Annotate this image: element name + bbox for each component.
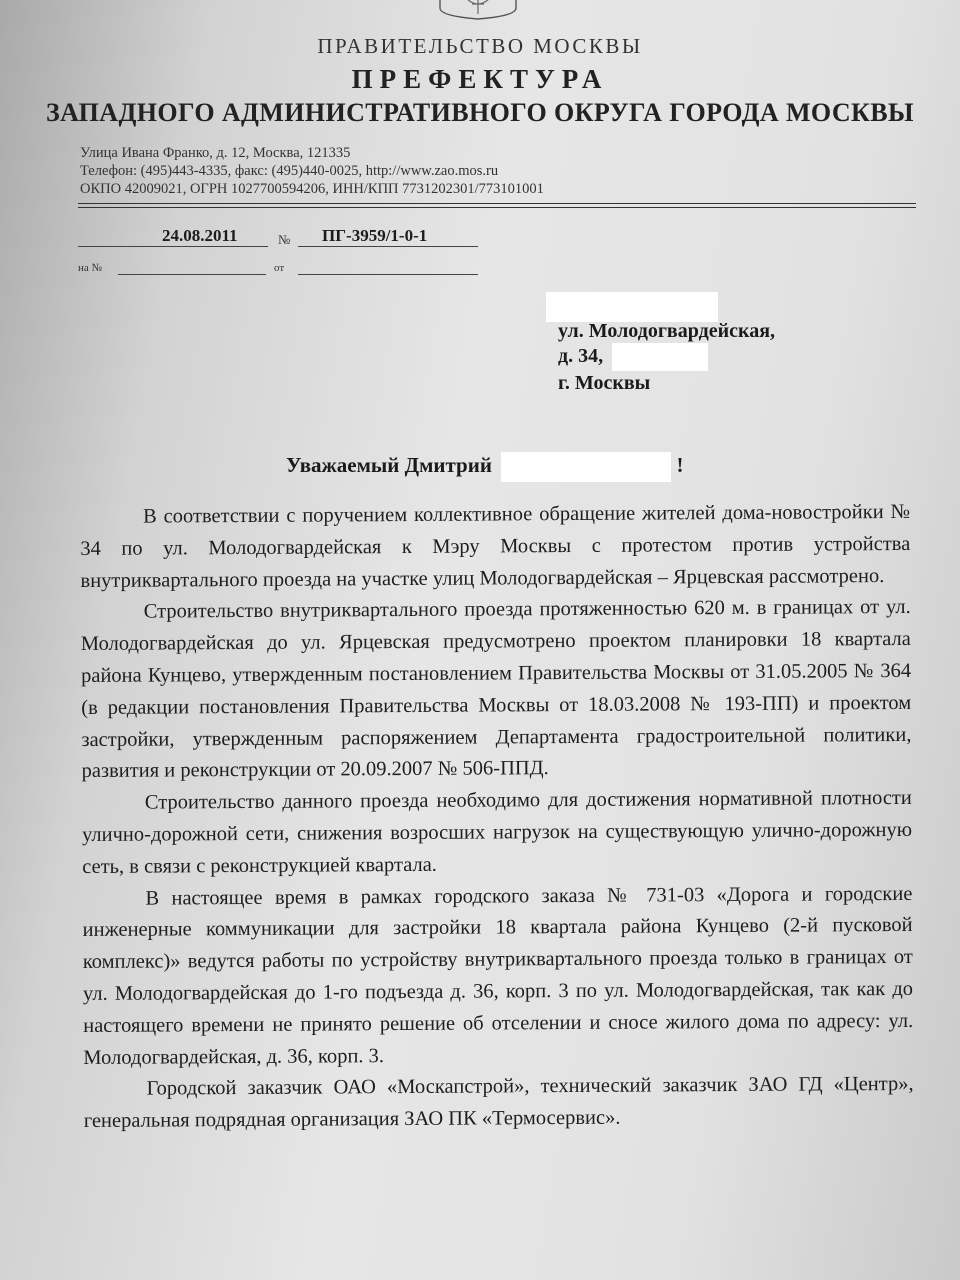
greeting-text: Уважаемый Дмитрий (286, 452, 492, 477)
number-sign: № (278, 232, 291, 247)
redacted-apartment (612, 343, 708, 371)
reply-to-label: на № (78, 262, 103, 274)
reply-number-underline (118, 274, 266, 275)
paragraph-4: В настоящее время в рамках городского заказа № 731-03 «Дорога и городские инженерные коммуникации для застройки 18 квартала района Кунцево (2-й пусковой комплекс)» ведутся работы по устройству внутриквартального проезда только в границах от ул. Молодогвардейская до 1-го подъезда д. 36, корп. 3 по ул. Молодогвардейская, так как до настоящего времени не принято решение об отселении и сносе жилого дома по адресу: ул. Молодогвардейская, д. 36, корп. 3. (82, 882, 914, 1069)
office-phone: Телефон: (495)443-4335, факс: (495)440-0025, http://www.zao.mos.ru (80, 163, 499, 179)
header-divider (78, 203, 916, 204)
greeting-exclamation: ! (676, 452, 684, 477)
recipient-city: г. Москвы (558, 372, 651, 394)
header-divider-second (78, 207, 916, 208)
prefecture-title: ПРЕФЕКТУРА (351, 64, 609, 94)
paragraph-5: Городской заказчик ОАО «Москапстрой», технический заказчик ЗАО ГД «Центр», генеральная подрядная организация ЗАО ПК «Термосервис». (83, 1073, 914, 1133)
office-address: Улица Ивана Франко, д. 12, Москва, 121335 (80, 145, 351, 161)
reply-from-label: от (274, 262, 285, 274)
paragraph-3: Строительство данного проезда необходимо для достижения нормативной плотности улично-дорожной сети, снижения возросших нагрузок на существующую улично-дорожную сеть, в связи с реконструкцией квартала. (81, 787, 913, 878)
paragraph-2: Строительство внутриквартального проезда протяженностью 620 м. в границах от ул. Молодогвардейская до ул. Ярцевская предусмотрено проектом планировки 18 квартала района Кунцево, утвержденным постановлением Правительства Москвы от 31.05.2005 № 364 (в редакции постановления Правительства Москвы от 18.03.2008 № 193-ПП) и проектом застройки, утвержденным распоряжением Департамента градостроительной политики, развития и реконструкции от 20.09.2007 № 506-ППД. (80, 596, 912, 783)
coat-of-arms-icon (436, 0, 520, 20)
document-number: ПГ-3959/1-0-1 (322, 226, 428, 245)
recipient-street: ул. Молодогвардейская, (558, 320, 776, 342)
greeting (286, 452, 683, 482)
recipient-house: д. 34, (558, 345, 604, 367)
district-title: ЗАПАДНОГО АДМИНИСТРАТИВНОГО ОКРУГА ГОРОДА МОСКВЫ (46, 98, 914, 127)
office-codes: ОКПО 42009021, ОГРН 1027700594206, ИНН/КПП 7731202301/773101001 (80, 181, 544, 197)
document-date: 24.08.2011 (162, 226, 238, 245)
redacted-surname (501, 452, 671, 482)
paragraph-1: В соответствии с поручением коллективное обращение жителей дома-новостройки № 34 по ул. Молодогвардейская к Мэру Москвы с протестом против устройства внутриквартального проезда на участке улиц Молодогвардейская – Ярцевская рассмотрено. (80, 500, 911, 592)
government-title: ПРАВИТЕЛЬСТВО МОСКВЫ (317, 34, 643, 58)
date-underline (78, 246, 268, 247)
number-underline (298, 246, 478, 247)
redacted-recipient-name (546, 292, 718, 322)
reply-date-underline (298, 274, 478, 275)
letter-body (80, 497, 914, 1138)
